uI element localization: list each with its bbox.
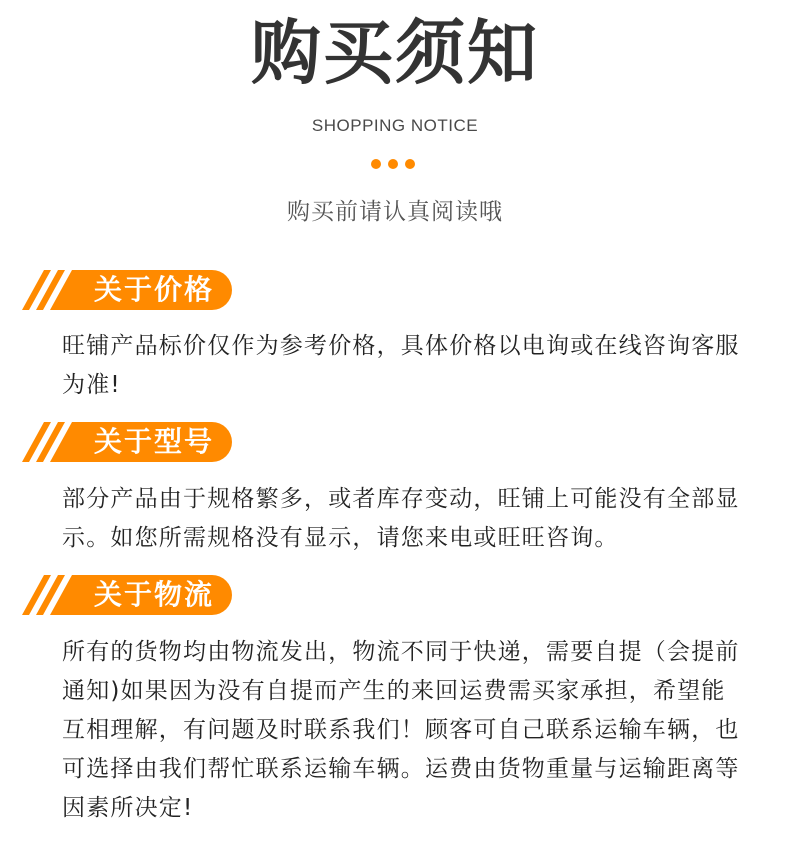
decorative-dots [371, 159, 415, 169]
dot-icon [405, 159, 415, 169]
section-header-price [22, 270, 252, 314]
section-heading: 关于型号 [94, 425, 215, 458]
section-body: 所有的货物均由物流发出，物流不同于快递，需要自提（会提前通知)如果因为没有自提而产生的来回运费需买家承担，希望能互相理解，有问题及时联系我们！顾客可自己联系运输车辆，也可选择由我们帮忙联系运输车辆。运费由货物重量与运输距离等因素所决定! [62, 639, 740, 821]
section-heading: 关于价格 [94, 273, 215, 306]
dot-icon [371, 159, 381, 169]
dot-icon [388, 159, 398, 169]
section-body: 旺铺产品标价仅作为参考价格，具体价格以电询或在线咨询客服为准! [62, 333, 740, 398]
section-body: 部分产品由于规格繁多，或者库存变动，旺铺上可能没有全部显示。如您所需规格没有显示，请您来电或旺旺咨询。 [62, 486, 740, 551]
section-header-logistics [22, 575, 252, 619]
page-tagline: 购买前请认真阅读哦 [287, 199, 503, 225]
section-header-model [22, 422, 252, 466]
page-title: 购买须知 [251, 12, 539, 94]
section-heading: 关于物流 [94, 578, 215, 611]
page-subtitle: SHOPPING NOTICE [311, 116, 479, 135]
